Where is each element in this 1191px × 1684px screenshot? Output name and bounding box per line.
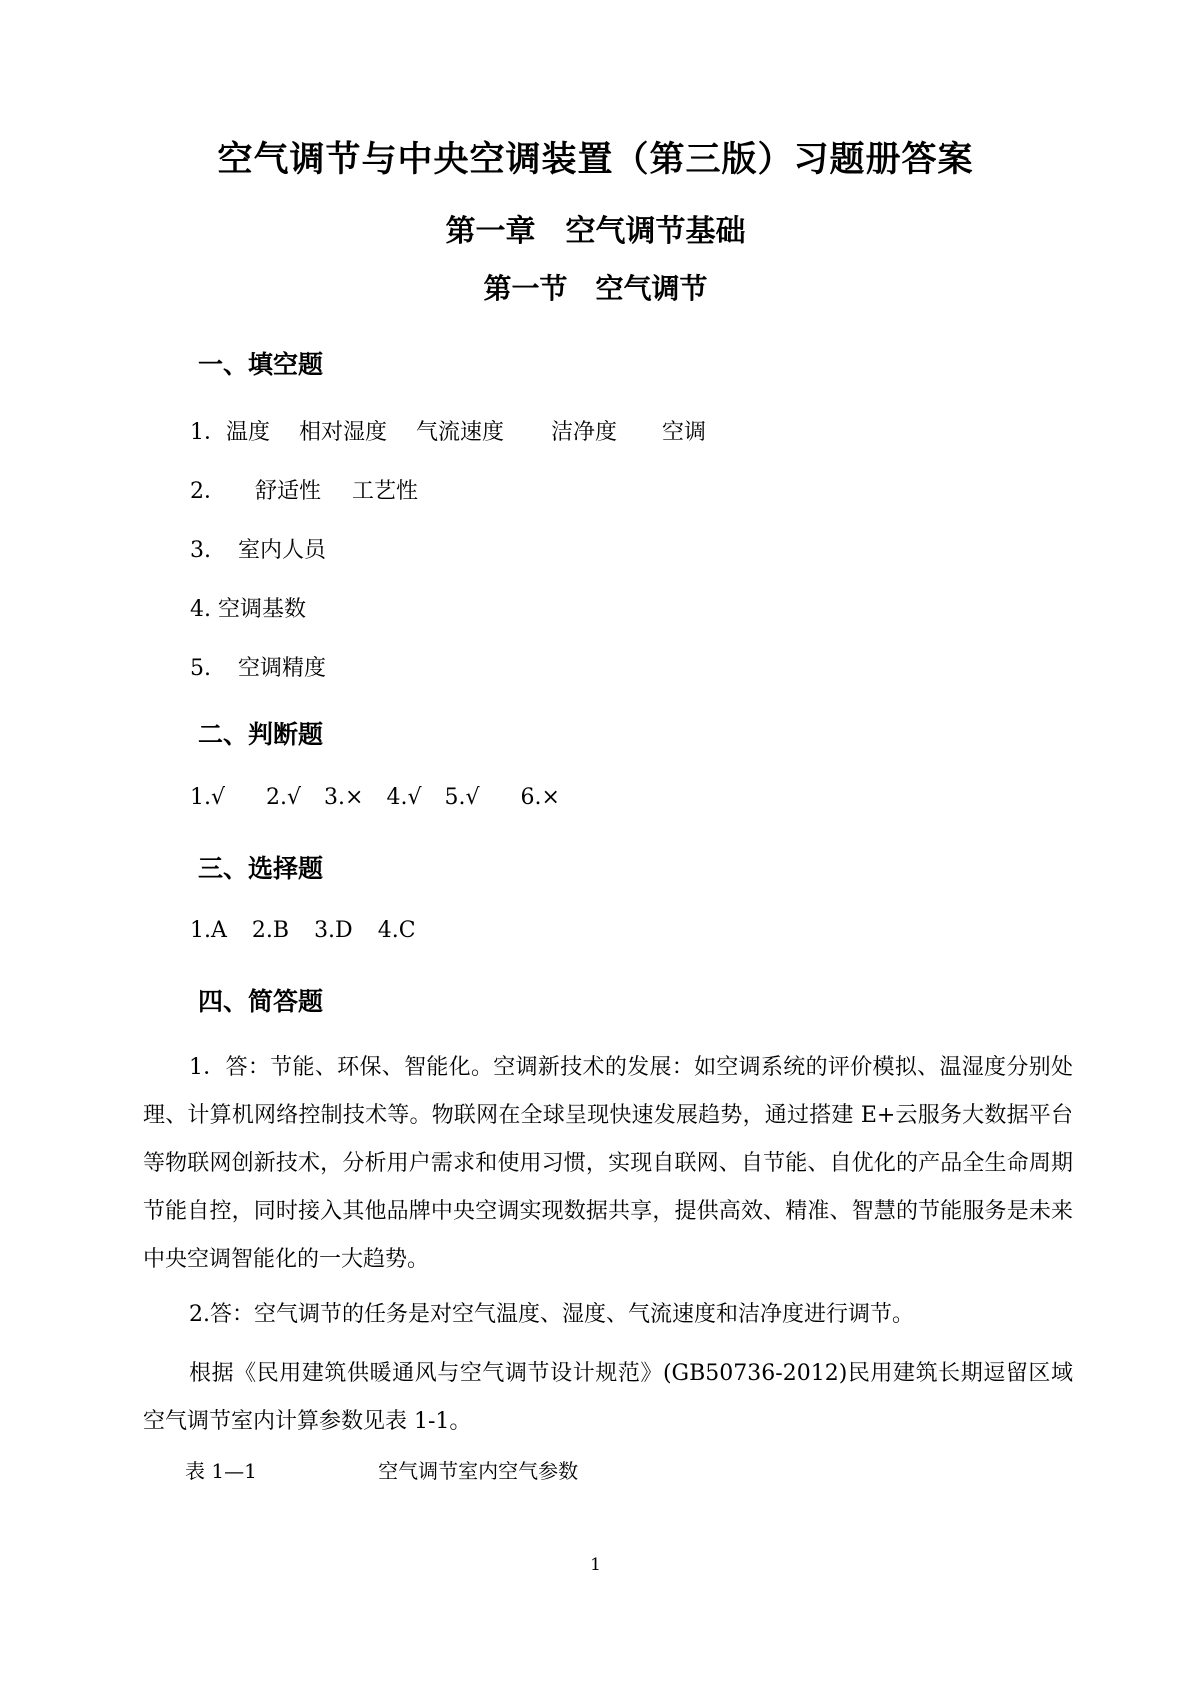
answer-item: 2.B bbox=[251, 918, 290, 943]
fill-blank-answer-4 bbox=[190, 592, 306, 623]
answer-text: 舒适性 bbox=[255, 479, 322, 504]
answer-text: 空调精度 bbox=[238, 656, 327, 681]
fill-blank-answer-3 bbox=[190, 533, 326, 564]
answer-text: 气流速度 bbox=[416, 420, 505, 445]
true-false-heading: 二、判断题 bbox=[198, 720, 324, 749]
true-false-answers bbox=[190, 785, 560, 810]
table-label: 表 1—1 bbox=[185, 1459, 257, 1483]
table-caption bbox=[185, 1455, 578, 1484]
answer-number: 3. bbox=[190, 538, 211, 563]
fill-blank-answer-1 bbox=[190, 415, 706, 446]
answer-text: 4. 空调基数 bbox=[190, 597, 306, 622]
section-title: 第一节 空气调节 bbox=[483, 272, 708, 305]
table-title: 空气调节室内空气参数 bbox=[378, 1459, 579, 1483]
short-answer-heading: 四、简答题 bbox=[198, 987, 324, 1016]
fill-blank-answer-2 bbox=[190, 474, 418, 505]
short-answer-2-continued: 根据《民用建筑供暖通风与空气调节设计规范》(GB50736-2012)民用建筑长期逗留区域空气调节室内计算参数见表 1-1。 bbox=[143, 1361, 1073, 1434]
answer-number: 2． bbox=[190, 479, 226, 504]
answer-item: 1.√ bbox=[190, 785, 226, 810]
answer-text: 洁净度 bbox=[551, 420, 618, 445]
answer-text: 工艺性 bbox=[352, 479, 419, 504]
answer-item: 1.A bbox=[190, 918, 227, 943]
answer-item: 6.× bbox=[520, 785, 560, 810]
fill-blank-answer-5 bbox=[190, 651, 326, 682]
document-title: 空气调节与中央空调装置（第三版）习题册答案 bbox=[217, 139, 974, 180]
answer-number: 5. bbox=[190, 656, 211, 681]
answer-item: 4.√ bbox=[386, 785, 422, 810]
chapter-title: 第一章 空气调节基础 bbox=[445, 214, 746, 249]
answer-text: 空调 bbox=[662, 420, 707, 445]
answer-item: 4.C bbox=[377, 918, 416, 943]
short-answer-2: 2.答：空气调节的任务是对空气温度、湿度、气流速度和洁净度进行调节。 bbox=[189, 1302, 914, 1327]
answer-item: 2.√ bbox=[266, 785, 302, 810]
answer-item: 3.D bbox=[314, 918, 353, 943]
page-number: 1 bbox=[590, 1555, 601, 1575]
choice-answers bbox=[190, 918, 416, 943]
answer-item: 3.× bbox=[324, 785, 364, 810]
answer-item: 5.√ bbox=[444, 785, 480, 810]
answer-text: 1．温度 bbox=[190, 420, 270, 445]
fill-blank-heading: 一、填空题 bbox=[198, 350, 324, 379]
answer-text: 室内人员 bbox=[238, 538, 327, 563]
short-answer-1: 1．答：节能、环保、智能化。空调新技术的发展：如空调系统的评价模拟、温湿度分别处理、计算机网络控制技术等。物联网在全球呈现快速发展趋势，通过搭建 E+云服务大数据平台等物联网创新技术，分析用户需求和使用习惯，实现自联网、自节能、自优化的产品全生命周期节能自控，同时接入其他品牌中央空调实现数据共享，提供高效、精准、智慧的节能服务是未来中央空调智能化的一大趋势。 bbox=[143, 1055, 1073, 1272]
choice-heading: 三、选择题 bbox=[198, 854, 324, 883]
answer-text: 相对湿度 bbox=[299, 420, 388, 445]
